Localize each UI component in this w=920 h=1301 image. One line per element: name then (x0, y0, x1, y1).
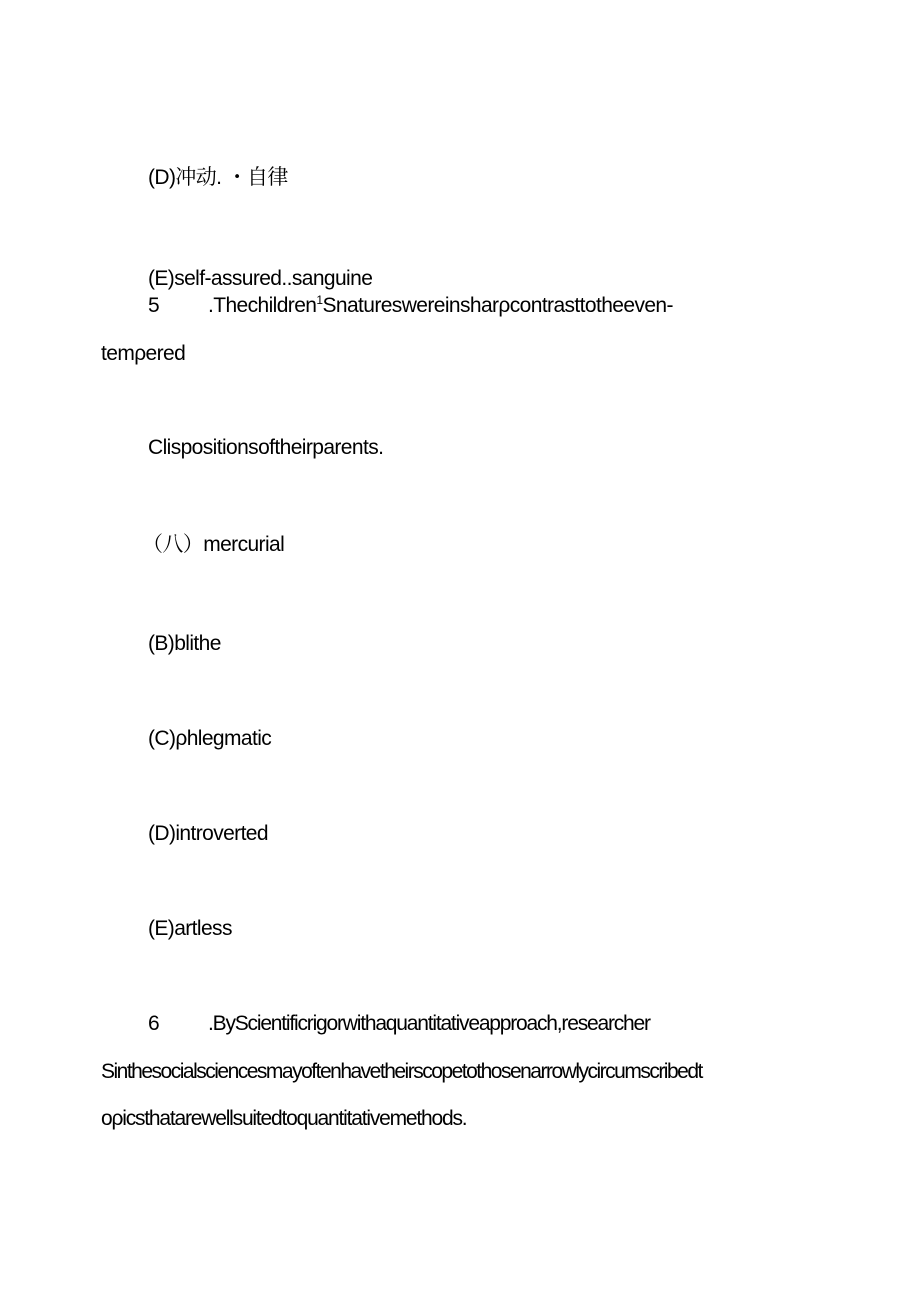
question-5-stem-line-3: Clispositionsoftheirparents. (148, 436, 384, 459)
question-5-stem-line-2: temρered (101, 342, 186, 365)
question-5-option-b: (B)blithe (148, 632, 221, 655)
question-5-option-a: （八）mercurial (142, 533, 285, 556)
question-5-option-e: (E)artless (148, 917, 232, 940)
question-5-option-c: (C)ρhlegmatic (148, 727, 272, 750)
question-5-stem-part-b: Snatureswereinsharρcontrasttotheeven- (322, 294, 673, 317)
option-e-prev-question: (E)self-assured..sanguine (148, 267, 373, 290)
question-6-number: 6 (148, 1012, 160, 1035)
question-5-stem-part-a: .Thechildren (208, 294, 317, 317)
question-5-option-d: (D)introverted (148, 822, 268, 845)
question-5-stem-line-1 (208, 293, 673, 319)
question-5-number: 5 (148, 294, 160, 317)
question-5-superscript: 1 (316, 293, 323, 307)
question-6-stem-line-1: .ByScientificrigorwithaquantitativeapproach,researcher (208, 1012, 650, 1035)
option-d-prev-question: (D)冲动. ・自律 (148, 166, 288, 189)
question-6-stem-line-3: oρicsthatarewellsuitedtoquantitativemethods. (101, 1107, 467, 1130)
question-6-stem-line-2: Sinthesocialsciencesmayoftenhavetheirscopetothosenarrowlycircumscribedt (101, 1060, 702, 1083)
